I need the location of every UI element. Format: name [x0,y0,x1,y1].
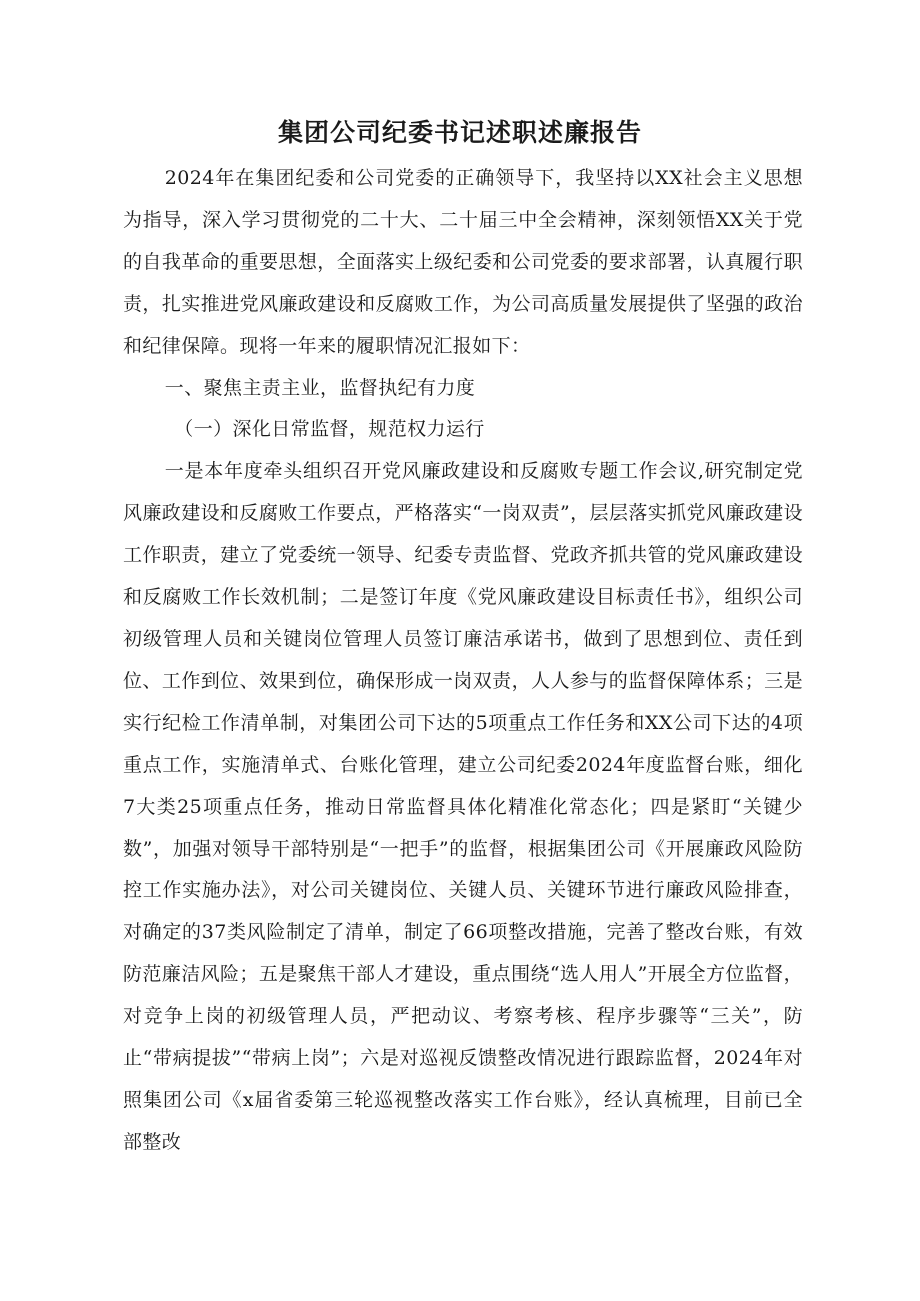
body-paragraph: 一是本年度牵头组织召开党风廉政建设和反腐败专题工作会议,研究制定党风廉政建设和反腐败工作要点，严格落实“一岗双责”，层层落实抓党风廉政建设工作职责，建立了党委统一领导、纪委专责监督、党政齐抓共管的党风廉政建设和反腐败工作长效机制；二是签订年度《党风廉政建设目标责任书》，组织公司初级管理人员和关键岗位管理人员签订廉洁承诺书，做到了思想到位、责任到位、工作到位、效果到位，确保形成一岗双责，人人参与的监督保障体系；三是实行纪检工作清单制，对集团公司下达的5项重点工作任务和XX公司下达的4项重点工作，实施清单式、台账化管理，建立公司纪委2024年度监督台账，细化7大类25项重点任务，推动日常监督具体化精准化常态化；四是紧盯“关键少数”，加强对领导干部特别是“一把手”的监督，根据集团公司《开展廉政风险防控工作实施办法》，对公司关键岗位、关键人员、关键环节进行廉政风险排查，对确定的37类风险制定了清单，制定了66项整改措施，完善了整改台账，有效防范廉洁风险；五是聚焦干部人才建设，重点围绕“选人用人”开展全方位监督，对竞争上岗的初级管理人员，严把动议、考察考核、程序步骤等“三关”，防止“带病提拔”“带病上岗”；六是对巡视反馈整改情况进行跟踪监督，2024年对照集团公司《x届省委第三轮巡视整改落实工作台账》，经认真梳理，目前已全部整改 [123,460,803,1153]
intro-paragraph: 2024年在集团纪委和公司党委的正确领导下，我坚持以XX社会主义思想为指导，深入学习贯彻党的二十大、二十届三中全会精神，深刻领悟XX关于党的自我革命的重要思想，全面落实上级纪委和公司党委的要求部署，认真履行职责，扎实推进党风廉政建设和反腐败工作，为公司高质量发展提供了坚强的政治和纪律保障。现将一年来的履职情况汇报如下： [123,167,803,357]
section-heading: 一、聚焦主责主业，监督执纪有力度 [164,376,476,399]
document-body [123,158,803,1164]
subsection-heading: （一）深化日常监督，规范权力运行 [174,418,485,441]
document-title: 集团公司纪委书记述职述廉报告 [277,118,642,147]
